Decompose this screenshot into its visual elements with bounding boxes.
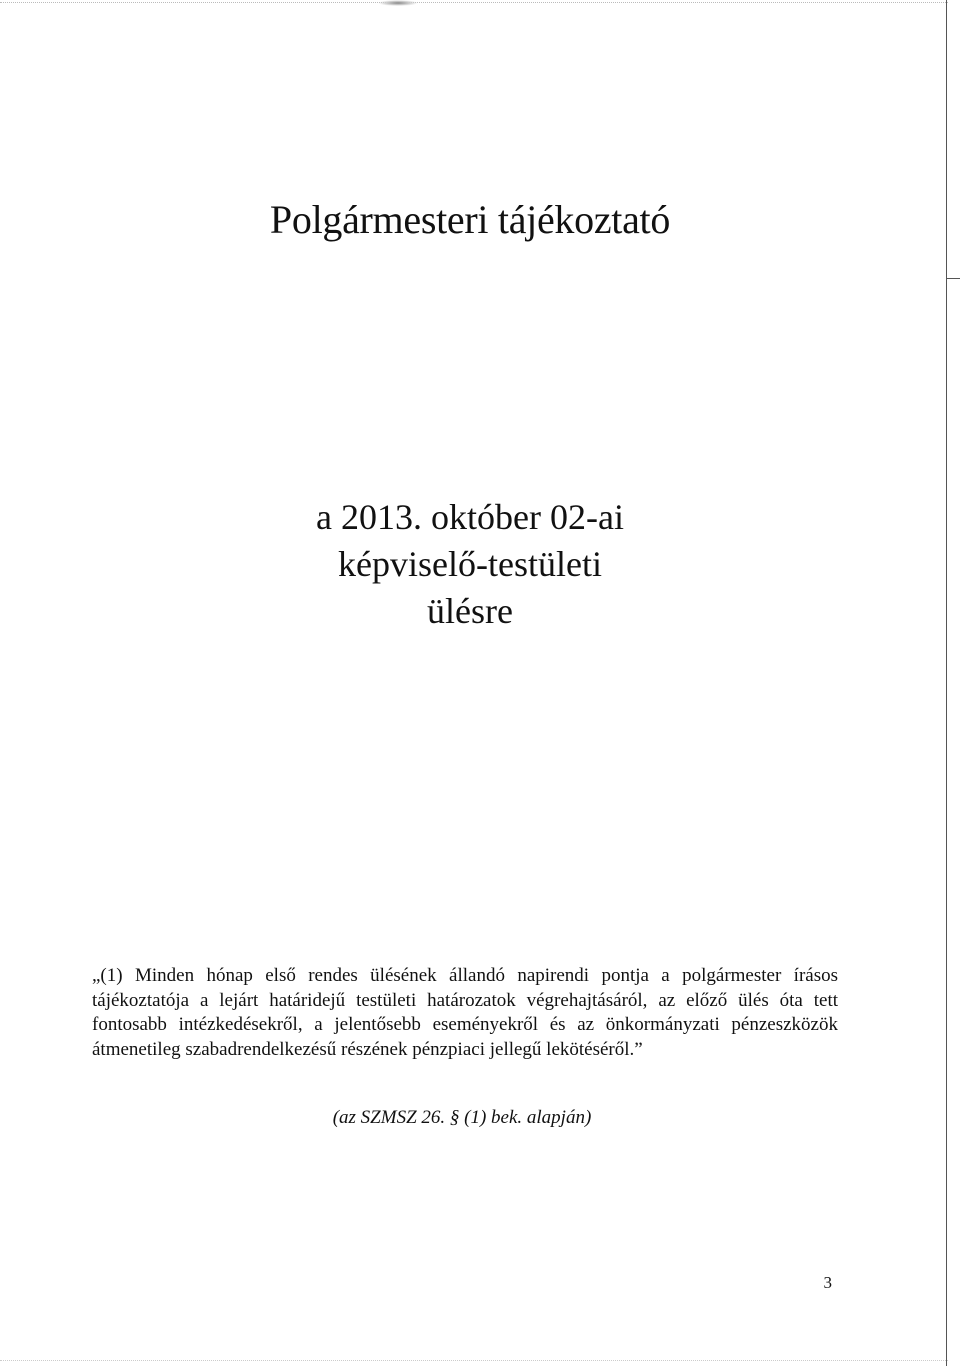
scan-right-edge <box>946 0 947 1366</box>
subtitle-line-date: a 2013. október 02-ai <box>316 497 624 537</box>
scan-top-edge <box>0 2 948 3</box>
scan-right-mark <box>946 278 960 279</box>
subtitle-line-meeting: ülésre <box>427 591 513 631</box>
quoted-paragraph: „(1) Minden hónap első rendes ülésének állandó napirendi pontja a polgármester írásos tájékoztatója a lejárt határidejű testületi határozatok végrehajtásáról, az előző ülés óta tett fontosabb intézkedésekről, a jelentősebb eseményekről és az önkormányzati pénzeszközök átmenetileg szabadrendelkezésű részének pénzpiaci jellegű lekötéséről.” <box>92 965 838 1060</box>
scan-smudge <box>378 0 418 6</box>
page-number: 3 <box>823 1273 832 1292</box>
document-subtitle <box>0 494 940 635</box>
document-title: Polgármesteri tájékoztató <box>269 197 671 242</box>
subtitle-line-body: képviselő-testületi <box>338 544 602 584</box>
scan-bottom-edge <box>0 1360 948 1361</box>
citation: (az SZMSZ 26. § (1) bek. alapján) <box>332 1107 592 1128</box>
